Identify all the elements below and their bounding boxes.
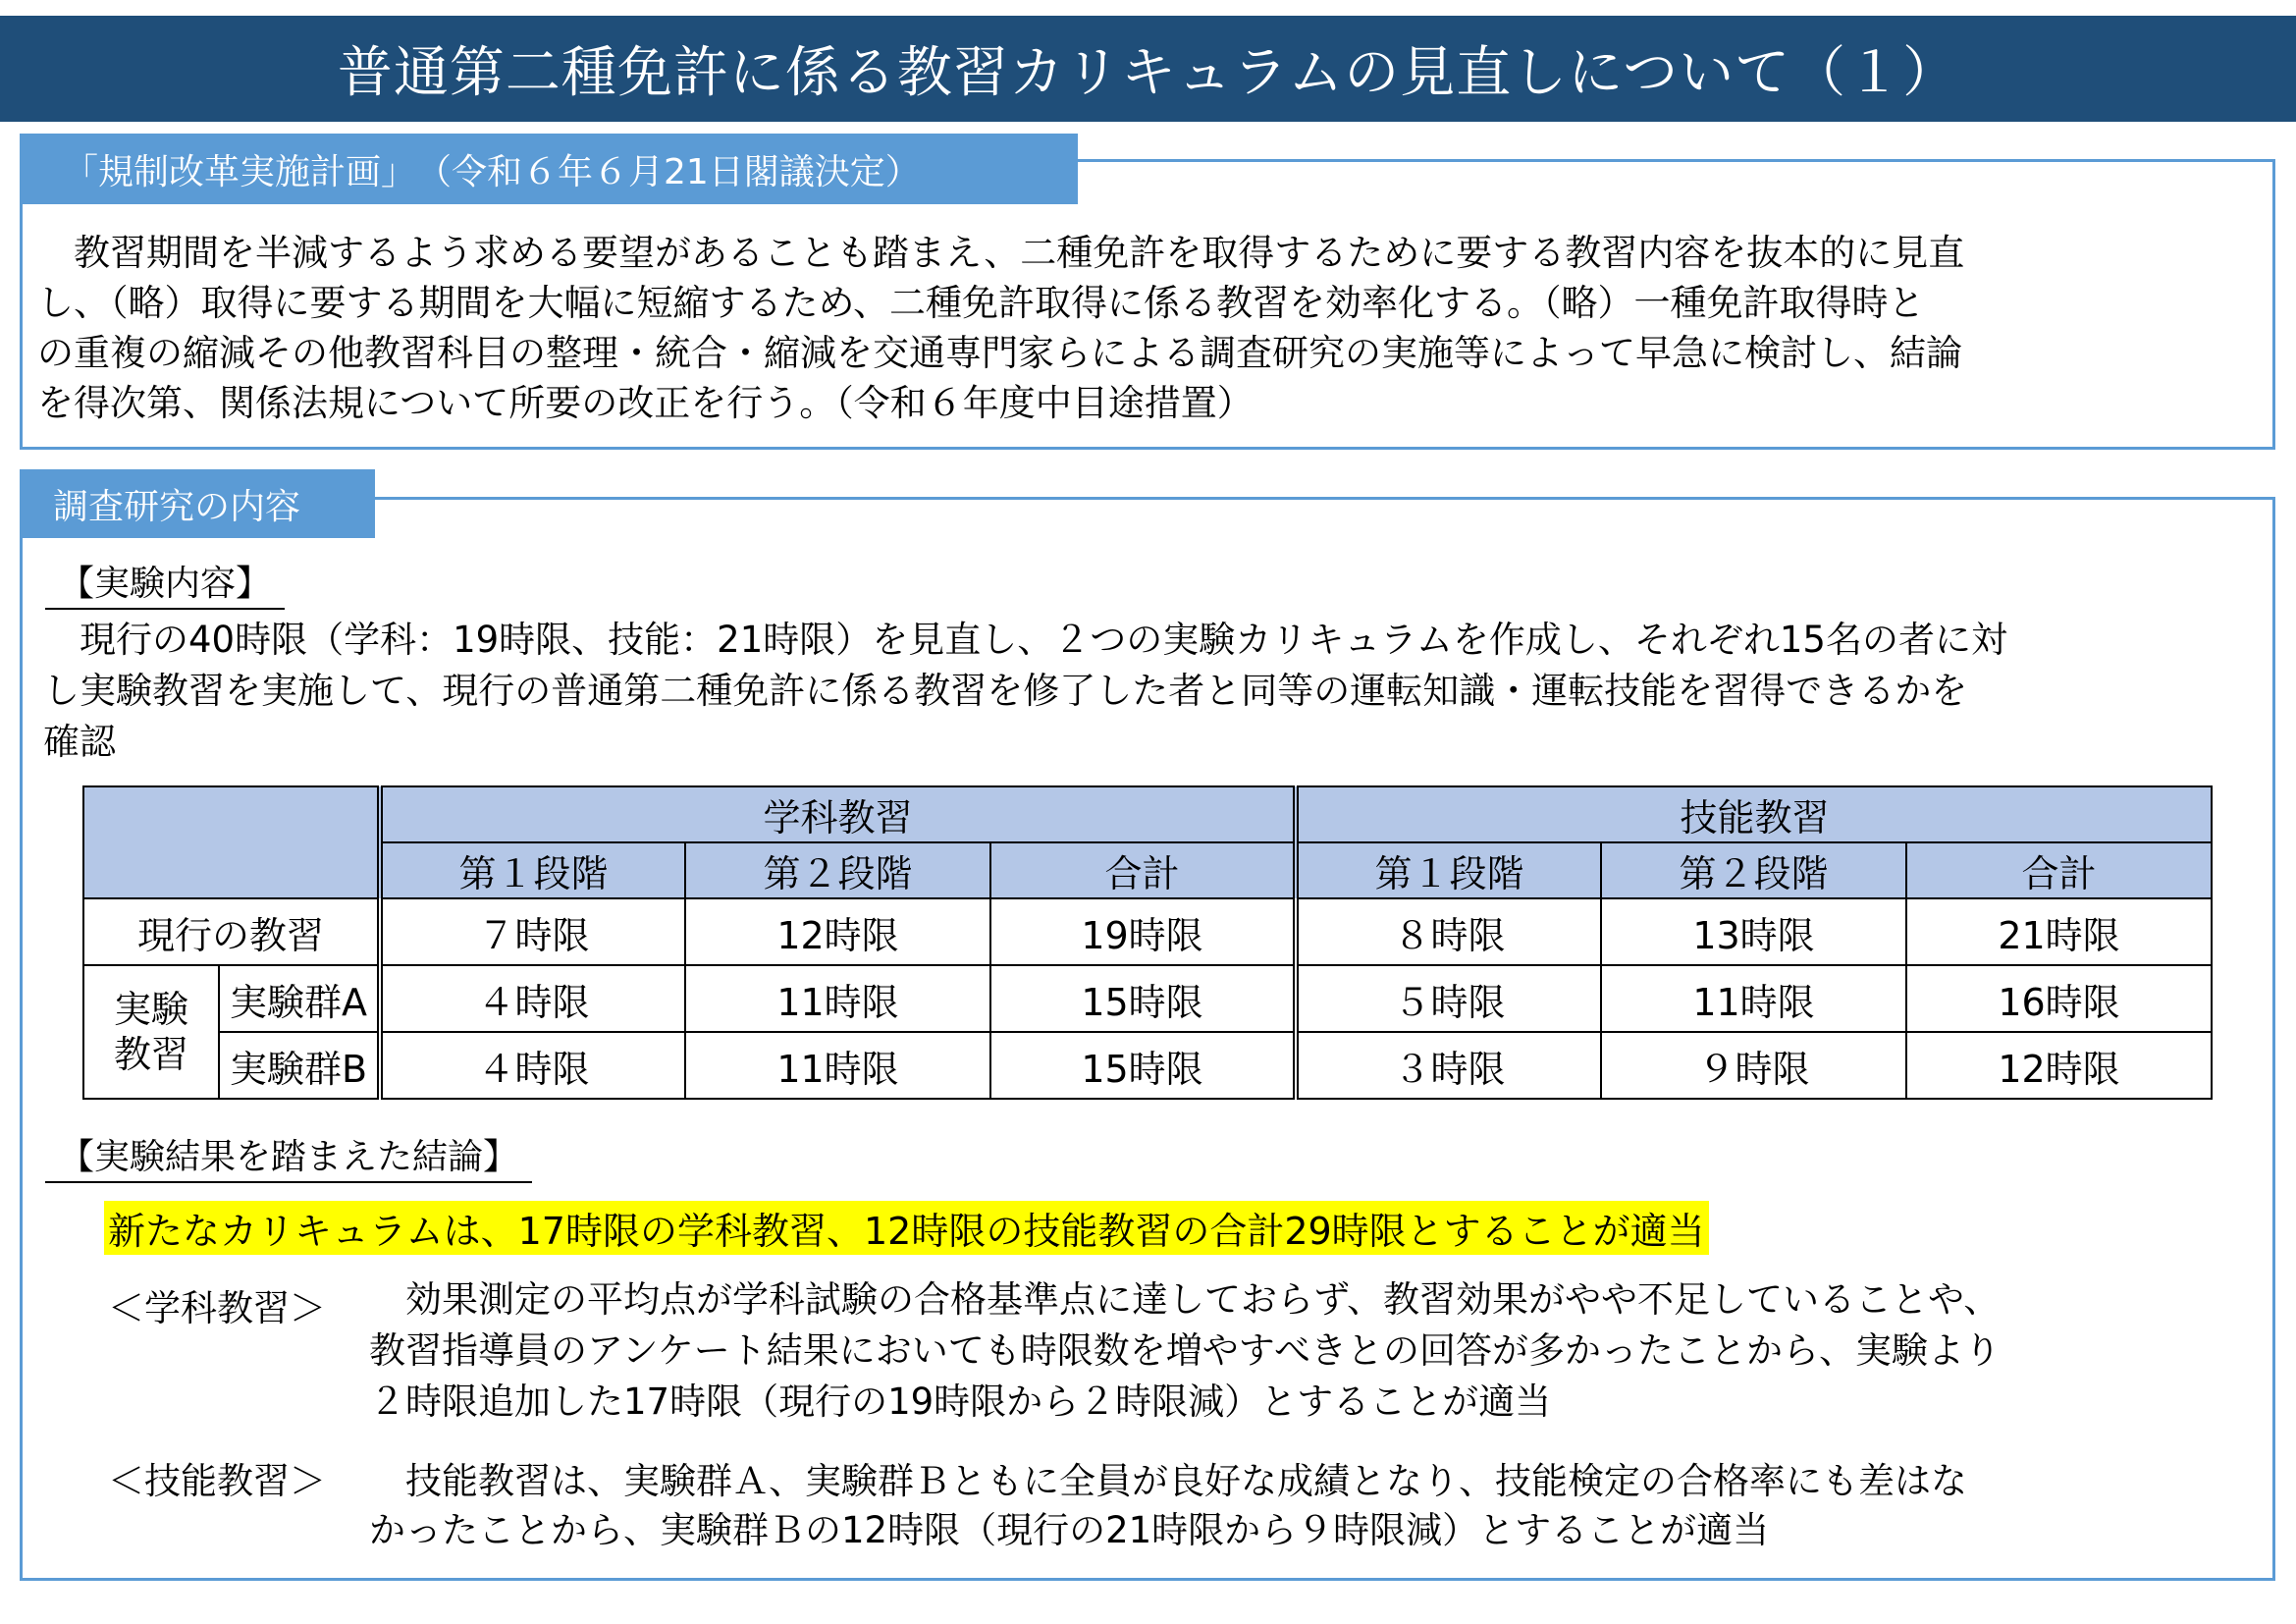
table-corner-cell: [83, 786, 380, 898]
table-column-header: 第２段階: [685, 842, 990, 898]
text-line: 効果測定の平均点が学科試験の合格基準点に達しておらず、教習効果がやや不足していることや、: [369, 1278, 2001, 1321]
table-cell: 21時限: [1906, 898, 2212, 965]
skill-text: [369, 1457, 2273, 1555]
academic-label: ＜学科教習＞: [108, 1287, 326, 1329]
text-line: 教習指導員のアンケート結果においても時限数を増やすべきとの回答が多かったことから、実験より: [369, 1329, 2002, 1372]
table-row: [83, 1032, 2212, 1099]
text-line: し、（略）取得に要する期間を大幅に短縮するため、二種免許取得に係る教習を効率化する。（略）一種免許取得時と: [37, 282, 1925, 324]
table-cell: ４時限: [380, 965, 685, 1032]
table-cell: 16時限: [1906, 965, 2212, 1032]
experiment-group-label: [83, 965, 219, 1099]
table-cell: 15時限: [990, 965, 1296, 1032]
text-line: し実験教習を実施して、現行の普通第二種免許に係る教習を修了した者と同等の運転知識・運転技能を習得できるかを: [43, 670, 1968, 712]
table-column-header: 第２段階: [1601, 842, 1906, 898]
row-label: 実験群B: [219, 1032, 380, 1099]
table-cell: ７時限: [380, 898, 685, 965]
experiment-label-text: 実験教習: [113, 988, 188, 1076]
table-cell: 11時限: [685, 1032, 990, 1099]
regulatory-plan-tab: 「規制改革実施計画」 （令和６年６月21日閣議決定）: [20, 134, 1078, 204]
text-line: 現行の40時限（学科：19時限、技能：21時限）を見直し、２つの実験カリキュラムを作成し、それぞれ15名の者に対: [43, 619, 2007, 661]
experiment-text: [43, 615, 2271, 768]
page-title: 普通第二種免許に係る教習カリキュラムの見直しについて（１）: [0, 16, 2296, 122]
table-cell: 15時限: [990, 1032, 1296, 1099]
row-label: 現行の教習: [83, 898, 380, 965]
table-cell: ８時限: [1296, 898, 1601, 965]
table-column-header: 合計: [990, 842, 1296, 898]
text-line: 確認: [43, 721, 116, 763]
experiment-heading: 【実験内容】: [45, 556, 285, 610]
table-group-header: 学科教習: [380, 786, 1296, 842]
table-cell: 11時限: [685, 965, 990, 1032]
text-line: ２時限追加した17時限（現行の19時限から２時限減）とすることが適当: [369, 1380, 1552, 1423]
table-cell: 11時限: [1601, 965, 1906, 1032]
conclusion-highlight: 新たなカリキュラムは、17時限の学科教習、12時限の技能教習の合計29時限とすることが適当: [104, 1201, 1709, 1255]
text-line: の重複の縮減その他教習科目の整理・統合・縮減を交通専門家らによる調査研究の実施等によって早急に検討し、結論: [37, 332, 1962, 374]
table-row: [83, 898, 2212, 965]
table-column-header: 第１段階: [1296, 842, 1601, 898]
row-label: 実験群A: [219, 965, 380, 1032]
curriculum-table: [82, 785, 2213, 1100]
academic-text: [369, 1274, 2273, 1428]
research-content-tab: 調査研究の内容: [20, 469, 375, 538]
table-row: [83, 965, 2212, 1032]
table-cell: ５時限: [1296, 965, 1601, 1032]
text-line: かったことから、実験群Ｂの12時限（現行の21時限から９時限減）とすることが適当: [369, 1509, 1770, 1551]
text-line: 教習期間を半減するよう求める要望があることも踏まえ、二種免許を取得するために要する教習内容を抜本的に見直: [37, 232, 1965, 274]
text-line: を得次第、関係法規について所要の改正を行う。（令和６年度中目途措置）: [37, 382, 1254, 424]
table-cell: ９時限: [1601, 1032, 1906, 1099]
skill-label: ＜技能教習＞: [108, 1460, 326, 1502]
table-cell: ４時限: [380, 1032, 685, 1099]
text-line: 技能教習は、実験群Ａ、実験群Ｂともに全員が良好な成績となり、技能検定の合格率にも差はな: [369, 1460, 1967, 1502]
table-column-header: 第１段階: [380, 842, 685, 898]
table-cell: 13時限: [1601, 898, 1906, 965]
table-column-header: 合計: [1906, 842, 2212, 898]
regulatory-plan-text: [37, 228, 2275, 428]
table-group-header: 技能教習: [1296, 786, 2212, 842]
table-cell: 12時限: [1906, 1032, 2212, 1099]
conclusion-heading: 【実験結果を踏まえた結論】: [45, 1129, 532, 1183]
table-cell: 19時限: [990, 898, 1296, 965]
table-cell: ３時限: [1296, 1032, 1601, 1099]
table-cell: 12時限: [685, 898, 990, 965]
